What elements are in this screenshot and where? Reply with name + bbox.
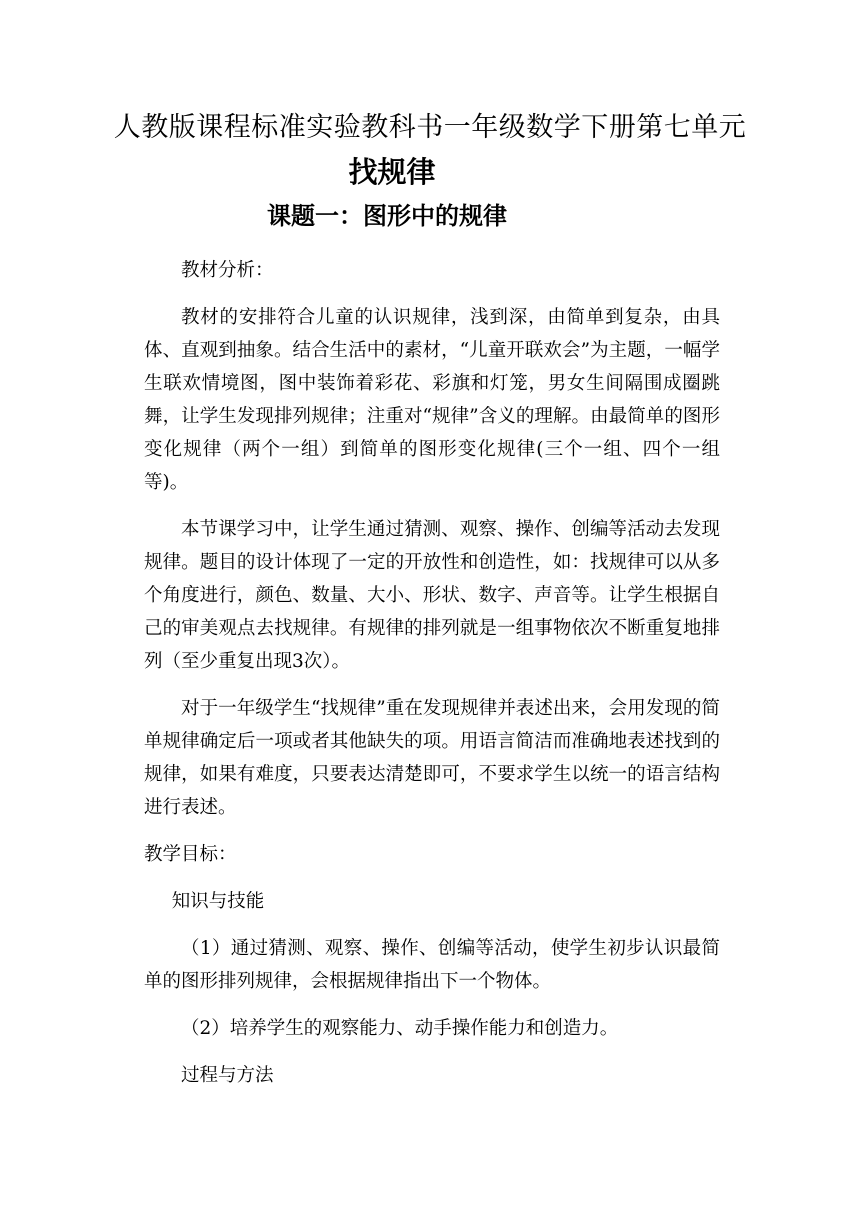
process-methods-heading: 过程与方法 <box>181 1065 274 1086</box>
objectives-heading: 教学目标： <box>144 844 237 865</box>
analysis-paragraph: 教材的安排符合儿童的认识规律，浅到深，由简单到复杂，由具体、直观到抽象。结合生活中的素材，“儿童开联欢会”为主题，一幅学生联欢情境图，图中装饰着彩花、彩旗和灯笼，男女生间隔围成圈跳舞，让学生发现排列规律；注重对“规律”含义的理解。由最简单的图形变化规律（两个一组）到简单的图形变化规律(三个一组、四个一组等)。 <box>144 307 720 493</box>
lesson-title: 课题一：图形中的规律 <box>267 202 507 230</box>
objective-item: （2）培养学生的观察能力、动手操作能力和创造力。 <box>181 1018 619 1039</box>
analysis-section <box>144 254 720 1106</box>
analysis-paragraph: 对于一年级学生“找规律”重在发现规律并表述出来，会用发现的简单规律确定后一项或者其他缺失的项。用语言简洁而准确地表述找到的规律，如果有难度，只要表达清楚即可，不要求学生以统一的语言结构进行表述。 <box>144 698 720 818</box>
document-title: 人教版课程标准实验教科书一年级数学下册第七单元 <box>113 112 747 143</box>
knowledge-skills-heading: 知识与技能 <box>171 891 265 912</box>
analysis-heading: 教材分析： <box>181 260 274 281</box>
document-subtitle: 找规律 <box>348 155 436 189</box>
objective-item: （1）通过猜测、观察、操作、创编等活动，使学生初步认识最简单的图形排列规律，会根据规律指出下一个物体。 <box>144 938 720 992</box>
analysis-paragraph: 本节课学习中，让学生通过猜测、观察、操作、创编等活动去发现规律。题目的设计体现了一定的开放性和创造性，如：找规律可以从多个角度进行，颜色、数量、大小、形状、数字、声音等。让学生根据自己的审美观点去找规律。有规律的排列就是一组事物依次不断重复地排列（至少重复出现3次）。 <box>144 519 720 672</box>
